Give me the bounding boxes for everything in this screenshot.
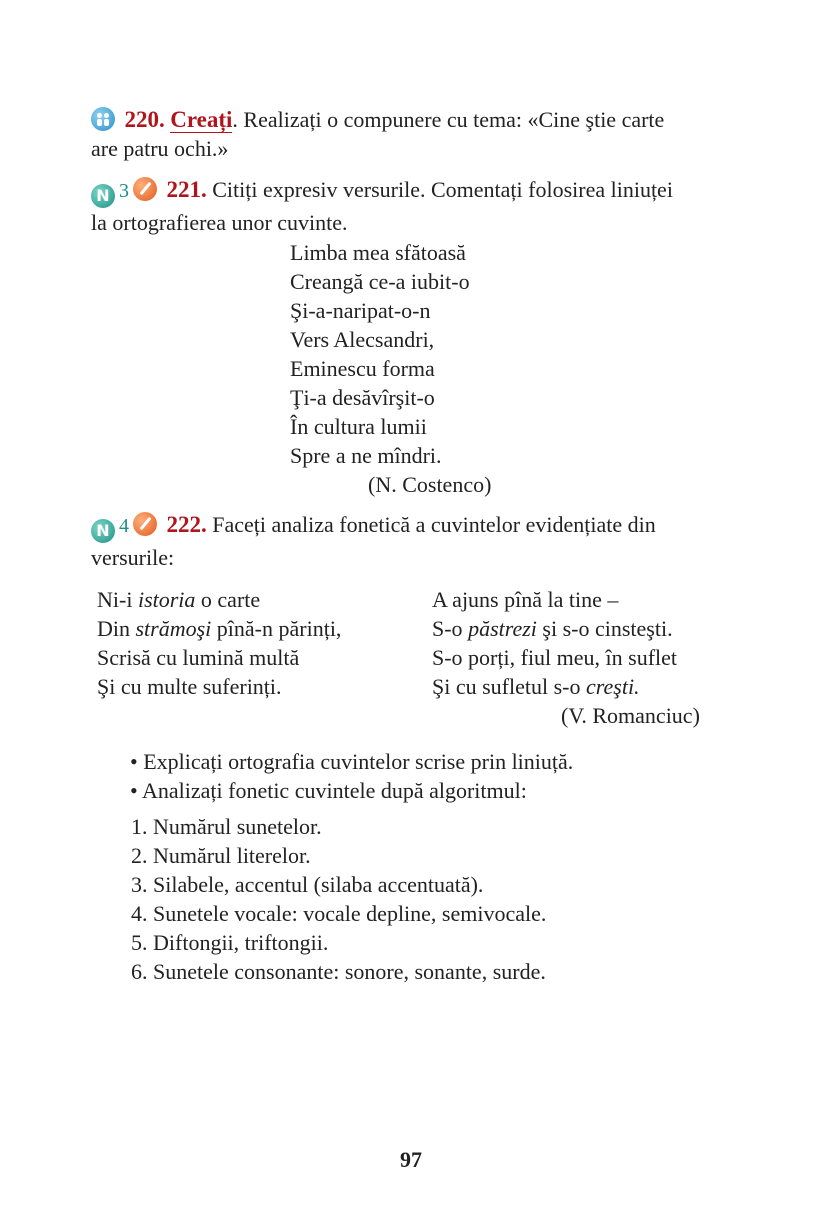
exercise-text: Realizați o compunere cu tema: «Cine ştie carte: [237, 107, 665, 132]
poem-line: Creangă ce-a iubit-o: [290, 269, 470, 294]
poem-line: S-o păstrezi şi s-o cinsteşti.: [432, 616, 673, 641]
poem-author: (N. Costenco): [368, 472, 492, 497]
step-item: 2. Numărul literelor.: [131, 843, 311, 868]
exercise-number: 222.: [166, 512, 207, 537]
poem-line: Şi cu sufletul s-o creşti.: [432, 674, 640, 699]
keyword-dot: .: [232, 107, 238, 132]
poem-line: S-o porți, fiul meu, în suflet: [432, 645, 678, 670]
exercise-number: 220.: [124, 107, 165, 132]
exercise-text: versurile:: [91, 545, 175, 570]
bullet-item: • Analizați fonetic cuvintele după algoritmul:: [130, 778, 527, 803]
poem-line: Ţi-a desăvîrşit-o: [290, 385, 435, 410]
pencil-icon: [133, 177, 157, 201]
poem-line: Ni-i istoria o carte: [97, 587, 261, 612]
exercise-number: 221.: [166, 177, 207, 202]
step-item: 3. Silabele, accentul (silaba accentuată).: [131, 872, 484, 897]
poem-line: Şi-a-naripat-o-n: [290, 298, 431, 323]
poem-right-column: [432, 585, 677, 701]
poem-line: Spre a ne mîndri.: [290, 443, 442, 468]
poem-line: A ajuns pînă la tine –: [432, 587, 619, 612]
bullet-item: • Explicați ortografia cuvintelor scrise prin liniuță.: [130, 749, 574, 774]
poem-line: Limba mea sfătoasă: [290, 240, 466, 265]
n-letter-icon: N: [91, 184, 115, 208]
exercise-220: [91, 105, 733, 163]
poem-line: Şi cu multe suferinți.: [97, 674, 282, 699]
exercise-text: la ortografierea unor cuvinte.: [91, 210, 348, 235]
exercise-keyword: Creați: [170, 107, 233, 132]
pencil-icon: [133, 512, 157, 536]
exercise-222: [91, 510, 733, 572]
exercise-text: Citiți expresiv versurile. Comentați folosirea liniuței: [206, 177, 673, 202]
people-icon: [91, 107, 115, 131]
highlighted-word: strămoşi: [135, 616, 212, 641]
step-item: 1. Numărul sunetelor.: [131, 814, 322, 839]
task-bullets: [130, 747, 573, 805]
step-item: 4. Sunetele vocale: vocale depline, semivocale.: [131, 901, 547, 926]
step-item: 5. Diftongii, triftongii.: [131, 930, 329, 955]
poem-author: (V. Romanciuc): [561, 703, 700, 728]
n-letter-icon: N: [91, 519, 115, 543]
page-number: 97: [400, 1147, 422, 1172]
poem-line: Din strămoşi pînă-n părinți,: [97, 616, 342, 641]
exercise-text: Faceți analiza fonetică a cuvintelor evidențiate din: [206, 512, 656, 537]
poem-line: Scrisă cu lumină multă: [97, 645, 300, 670]
poem-line: În cultura lumii: [290, 414, 427, 439]
exercise-text: are patru ochi.»: [91, 136, 229, 161]
poem-line: Vers Alecsandri,: [290, 327, 435, 352]
difficulty-level: 4: [119, 515, 129, 537]
poem-left-column: [97, 585, 341, 701]
poem-line: Eminescu forma: [290, 356, 435, 381]
poem-costenco: [290, 238, 470, 470]
exercise-221: [91, 175, 733, 237]
step-item: 6. Sunetele consonante: sonore, sonante, surde.: [131, 959, 546, 984]
highlighted-word: istoria: [137, 587, 196, 612]
difficulty-level: 3: [119, 180, 129, 202]
highlighted-word: păstrezi: [468, 616, 537, 641]
algorithm-steps: [131, 812, 546, 986]
highlighted-word: creşti.: [586, 674, 640, 699]
